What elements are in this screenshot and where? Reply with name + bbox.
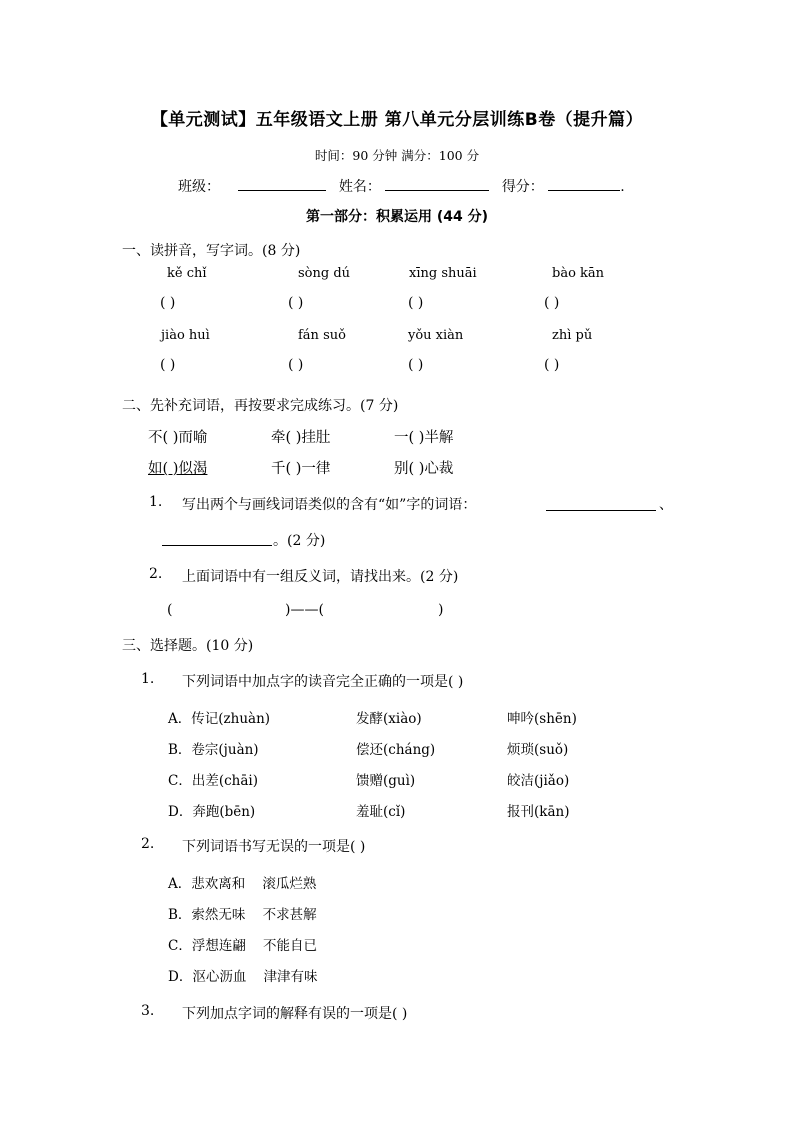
q3-sub1-number: 1.	[141, 671, 155, 687]
idiom-4-underlined[interactable]: 如( )似渴	[148, 461, 208, 477]
q1-heading: 一、读拼音，写字词。(8 分)	[122, 243, 301, 259]
name-blank[interactable]	[385, 176, 489, 191]
page-title: 【单元测试】五年级语文上册 第八单元分层训练B卷（提升篇）	[150, 110, 644, 130]
q3-s1-option-b-3: 烦琐(suǒ)	[507, 742, 569, 758]
q3-s2-option-a[interactable]: A．悲欢离和 滚瓜烂熟	[168, 876, 317, 892]
q2-sub2-close: )	[438, 602, 444, 618]
answer-box-3[interactable]: ( )	[408, 295, 424, 311]
q2-sub1-blank-1[interactable]	[546, 496, 656, 515]
idiom-2[interactable]: 牵( )挂肚	[271, 430, 331, 446]
pinyin-5: jiào huì	[161, 328, 210, 343]
q3-s2-option-d[interactable]: D．沤心沥血 津津有味	[168, 969, 318, 985]
q2-sub1-separator: 、	[659, 497, 673, 513]
q2-sub2-text: 上面词语中有一组反义词，请找出来。(2 分)	[182, 569, 459, 585]
score-label: 得分：	[501, 179, 544, 195]
answer-box-7[interactable]: ( )	[408, 357, 424, 373]
answer-box-4[interactable]: ( )	[544, 295, 560, 311]
part1-heading: 第一部分：积累运用 (44 分)	[305, 209, 489, 225]
q2-sub1-blank-2[interactable]	[162, 531, 272, 550]
q3-s1-option-d-1[interactable]: D．奔跑(bēn)	[168, 804, 256, 820]
q3-s1-option-b-1[interactable]: B．卷宗(juàn)	[168, 742, 259, 758]
q2-heading: 二、先补充词语，再按要求完成练习。(7 分)	[122, 398, 399, 414]
answer-box-6[interactable]: ( )	[288, 357, 304, 373]
q3-sub2-text: 下列词语书写无误的一项是( )	[182, 839, 366, 855]
q3-s1-option-c-2: 馈赠(guì)	[356, 773, 416, 789]
q3-s1-option-c-1[interactable]: C．出差(chāi)	[168, 773, 258, 789]
q2-sub2-middle[interactable]: )——(	[285, 602, 324, 618]
q3-sub3-text: 下列加点字词的解释有误的一项是( )	[182, 1006, 408, 1022]
idiom-5[interactable]: 千( )一律	[271, 461, 331, 477]
q3-sub1-text: 下列词语中加点字的读音完全正确的一项是( )	[182, 674, 464, 690]
class-label: 班级：	[178, 179, 220, 195]
pinyin-4: bào kān	[552, 266, 605, 281]
q2-sub2-open: (	[167, 602, 173, 618]
q3-s1-option-a-2: 发酵(xiào)	[356, 711, 422, 727]
answer-box-2[interactable]: ( )	[288, 295, 304, 311]
answer-box-5[interactable]: ( )	[160, 357, 176, 373]
q3-s2-option-c[interactable]: C．浮想连翩 不能自已	[168, 938, 317, 954]
q2-sub1-text: 写出两个与画线词语类似的含有“如”字的词语：	[182, 497, 477, 513]
pinyin-7: yǒu xiàn	[408, 328, 464, 343]
q2-sub2-number: 2.	[149, 566, 163, 582]
class-blank[interactable]	[238, 176, 326, 191]
pinyin-8: zhì pǔ	[552, 328, 593, 343]
student-info-fields: 班级： 姓名： 得分： .	[178, 176, 625, 196]
q3-sub2-number: 2.	[141, 836, 155, 852]
pinyin-3: xīng shuāi	[409, 266, 477, 281]
q3-s1-option-d-3: 报刊(kān)	[507, 804, 570, 820]
q3-s1-option-a-1[interactable]: A．传记(zhuàn)	[168, 711, 271, 727]
pinyin-6: fán suǒ	[298, 328, 346, 343]
name-label: 姓名：	[338, 179, 381, 195]
answer-box-8[interactable]: ( )	[544, 357, 560, 373]
q3-sub3-number: 3.	[141, 1003, 155, 1019]
q3-s1-option-a-3: 呻吟(shēn)	[507, 711, 577, 727]
q3-s1-option-c-3: 皎洁(jiǎo)	[507, 773, 570, 789]
answer-box-1[interactable]: ( )	[160, 295, 176, 311]
pinyin-2: sòng dú	[298, 266, 351, 281]
q3-s1-option-d-2: 羞耻(cǐ)	[356, 804, 406, 820]
exam-time-info: 时间：90 分钟 满分：100 分	[314, 148, 480, 163]
q2-sub1-number: 1.	[149, 494, 163, 510]
q3-heading: 三、选择题。(10 分)	[122, 638, 254, 654]
q3-s2-option-b[interactable]: B．索然无味 不求甚解	[168, 907, 317, 923]
idiom-6[interactable]: 别( )心裁	[394, 461, 454, 477]
idiom-1[interactable]: 不( )而喻	[148, 430, 208, 446]
score-blank[interactable]	[548, 176, 620, 191]
pinyin-1: kě chǐ	[167, 266, 207, 281]
q3-s1-option-b-2: 偿还(cháng)	[356, 742, 436, 758]
q2-sub1-end: 。(2 分)	[273, 533, 326, 549]
idiom-3[interactable]: 一( )半解	[394, 430, 454, 446]
